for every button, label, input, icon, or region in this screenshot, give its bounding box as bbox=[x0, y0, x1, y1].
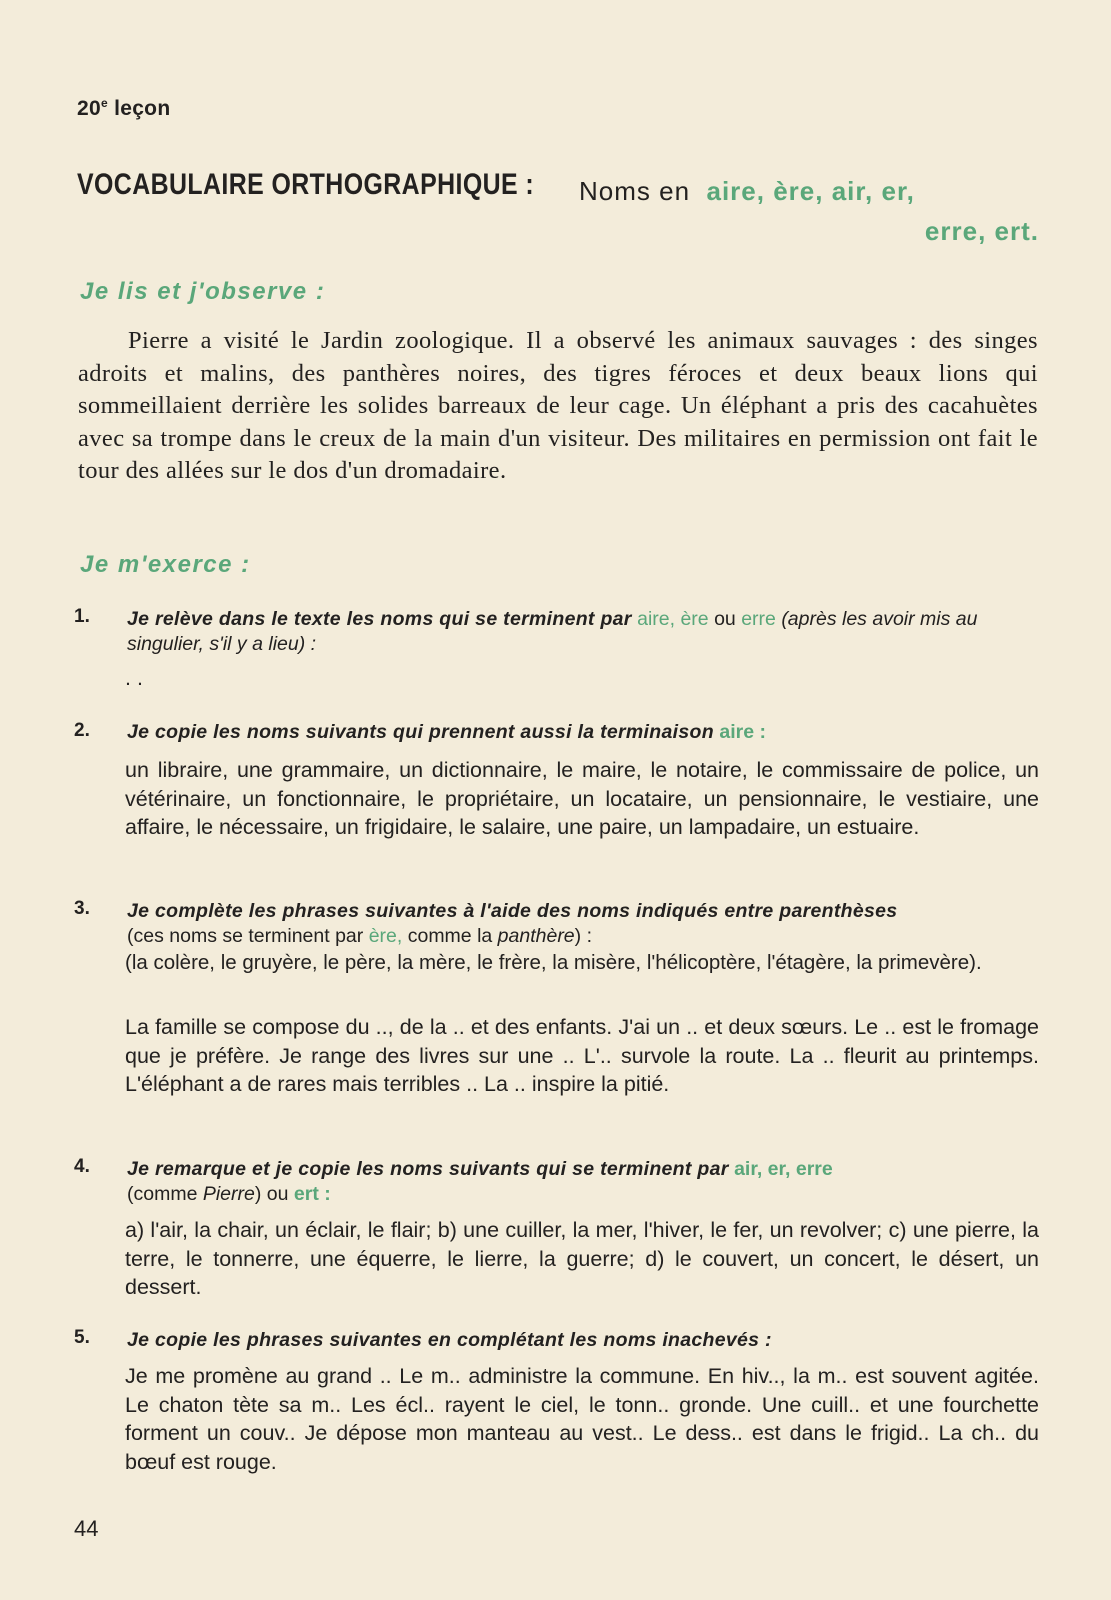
exercise-3-body: La famille se compose du .., de la .. et des enfants. J'ai un .. et deux sœurs. Le .. est le fromage que je préfère. Je range des livres sur une .. L'.. survole la route. La .. fleurit au printemps. L'éléphant a de rares mais terribles .. La .. inspire la pitié. bbox=[125, 1015, 1039, 1096]
title-endings-line1: aire, ère, air, er, bbox=[706, 176, 915, 206]
title-subtitle bbox=[579, 176, 915, 207]
page-number: 44 bbox=[74, 1516, 99, 1541]
exercise-1-number: 1. bbox=[74, 606, 90, 627]
exercise-3-list: (la colère, le gruyère, le père, la mère, le frère, la misère, l'hélicoptère, l'étagère, la primevère). bbox=[125, 951, 982, 974]
lesson-label bbox=[77, 96, 170, 121]
exercise-4-body: a) l'air, la chair, un éclair, le flair; b) une cuiller, la mer, l'hiver, le fer, un revolver; c) une pierre, la terre, le tonnerre, une équerre, le lierre, la guerre; d) le couvert, un concert, le désert, un dessert. bbox=[125, 1218, 1039, 1299]
lesson-word: leçon bbox=[114, 97, 171, 120]
reading-heading: Je lis et j'observe : bbox=[80, 278, 326, 305]
title-main: VOCABULAIRE ORTHOGRAPHIQUE : bbox=[77, 168, 535, 201]
lesson-number-suffix: e bbox=[100, 96, 108, 110]
exercise-5-instruction: Je copie les phrases suivantes en complétant les noms inachevés : bbox=[127, 1329, 772, 1351]
exercise-1-instruction: Je relève dans le texte les noms qui se terminent par aire, ère ou erre (après les avoir mis au singulier, s'il y a lieu) : bbox=[127, 608, 978, 655]
exercise-2-number: 2. bbox=[74, 720, 90, 741]
exercise-2-instruction: Je copie les noms suivants qui prennent aussi la terminaison aire : bbox=[127, 721, 766, 743]
exercise-5-body: Je me promène au grand .. Le m.. administre la commune. En hiv.., la m.. est souvent agitée. Le chaton tète sa m.. Les écl.. rayent le ciel, le tonn.. gronde. Une cuill.. et une fourchette forment un couv.. Je dépose mon manteau au vest.. Le dess.. est dans le frigid.. La ch.. du bœuf est rouge. bbox=[125, 1364, 1039, 1474]
reading-text: Pierre a visité le Jardin zoologique. Il a observé les animaux sauvages : des singes adroits et malins, des panthères noires, des tigres féroces et deux beaux lions qui sommeillaient derrière les solides barreaux de leur cage. Un éléphant a pris des cacahuètes avec sa trompe dans le creux de la main d'un visiteur. Des militaires en permission ont fait le tour des allées sur le dos d'un dromadaire. bbox=[78, 327, 1038, 484]
exercise-3-instruction: Je complète les phrases suivantes à l'aide des noms indiqués entre parenthèses (ces noms se terminent par ère, comme la panthère) : bbox=[127, 900, 898, 947]
exercise-heading: Je m'exerce : bbox=[80, 551, 251, 578]
exercise-1-body: . . bbox=[125, 666, 143, 690]
exercise-4-number: 4. bbox=[74, 1156, 90, 1177]
title-endings-line2: erre, ert. bbox=[924, 216, 1039, 246]
exercise-2-body: un libraire, une grammaire, un dictionnaire, le maire, le notaire, le commissaire de police, un vétérinaire, un fonctionnaire, le propriétaire, un locataire, un pensionnaire, le vestiaire, une affaire, le nécessaire, un frigidaire, le salaire, une paire, un lampadaire, un estuaire. bbox=[125, 758, 1039, 839]
exercise-4-instruction: Je remarque et je copie les noms suivants qui se terminent par air, er, erre (comme Pierre) ou ert : bbox=[127, 1158, 833, 1205]
lesson-number: 20 bbox=[77, 97, 101, 120]
exercise-5-number: 5. bbox=[74, 1327, 90, 1348]
page-title bbox=[77, 168, 1039, 258]
exercise-3-number: 3. bbox=[74, 898, 90, 919]
title-prefix: Noms en bbox=[579, 176, 691, 206]
